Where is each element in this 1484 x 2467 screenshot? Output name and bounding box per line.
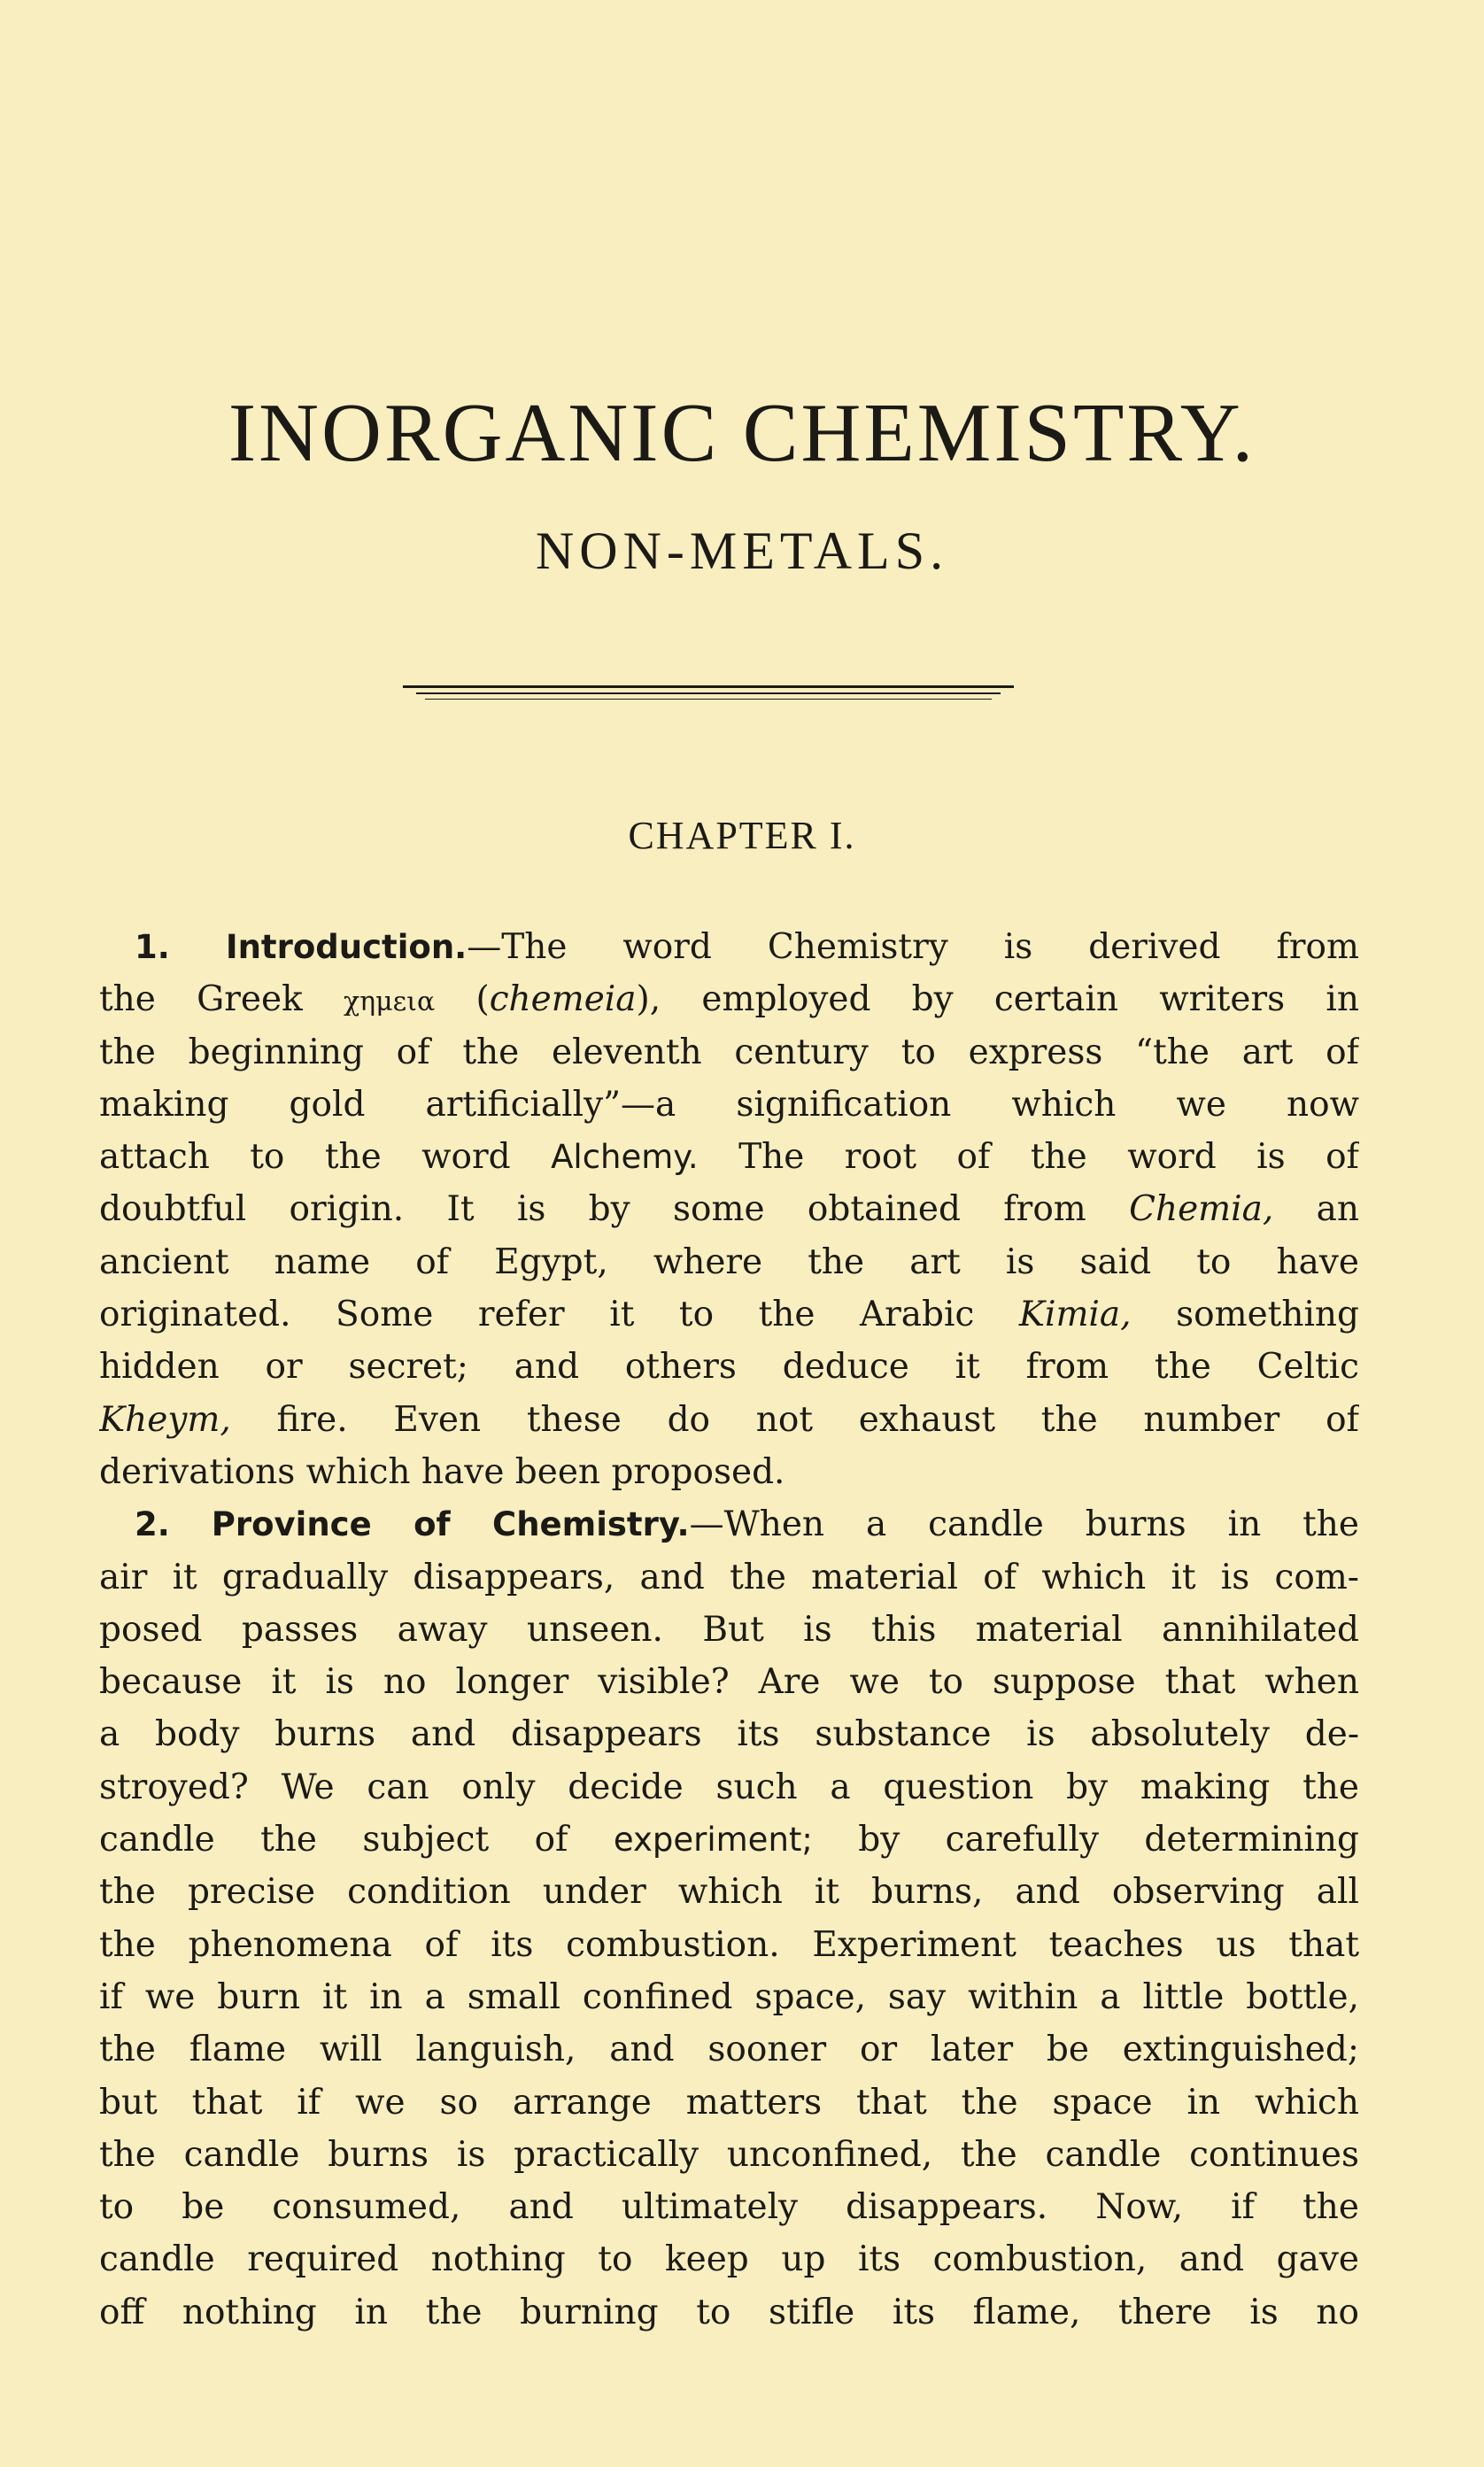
text-line: ancient name of Egypt, where the art is said to have (99, 1241, 1359, 1282)
text-line: the phenomena of its combustion. Experiment teaches us that (99, 1924, 1359, 1965)
key-term: experiment; (613, 1821, 813, 1860)
text-line: making gold artificially”—a signification which we now (99, 1084, 1359, 1125)
text-line: off nothing in the burning to stifle its flame, there is no (99, 2292, 1359, 2332)
text-line: the Greek χημεια (chemeia), employed by certain writers in (99, 979, 1359, 1020)
chapter-heading: CHAPTER I. (628, 814, 856, 857)
body-text (99, 921, 1359, 2339)
text-line: to be consumed, and ultimately disappears. Now, if the (99, 2187, 1359, 2228)
section-heading: Province of Chemistry. (211, 1505, 690, 1544)
text-line: candle required nothing to keep up its combustion, and gave (99, 2239, 1359, 2280)
text-line: because it is no longer visible? Are we to suppose that when (99, 1662, 1359, 1703)
text-line: air it gradually disappears, and the material of which it is com- (99, 1557, 1359, 1597)
decorative-rule (425, 699, 992, 700)
decorative-rule (416, 692, 1001, 694)
text-line: 2. Province of Chemistry.—When a candle burns in the (135, 1504, 1359, 1545)
text-line: the candle burns is practically unconfined, the candle continues (99, 2134, 1359, 2175)
book-subtitle: NON-METALS. (535, 522, 949, 580)
text-line: posed passes away unseen. But is this material annihilated (99, 1609, 1359, 1650)
decorative-rule (403, 685, 1014, 688)
section-number: 1. (135, 928, 170, 966)
text-line: hidden or secret; and others deduce it from the Celtic (99, 1347, 1359, 1388)
key-term: Alchemy. (551, 1138, 699, 1177)
text-line: stroyed? We can only decide such a question by making the (99, 1767, 1359, 1807)
text-line: attach to the word Alchemy. The root of the word is of (99, 1137, 1359, 1178)
text-line: if we burn it in a small confined space, say within a little bottle, (99, 1976, 1359, 2017)
text-line: doubtful origin. It is by some obtained from Chemia, an (99, 1189, 1359, 1230)
book-title: INORGANIC CHEMISTRY. (228, 387, 1256, 479)
text-line: a body burns and disappears its substance is absolutely de- (99, 1714, 1359, 1755)
text-line: but that if we so arrange matters that the space in which (99, 2082, 1359, 2123)
greek-word: χημεια (343, 986, 436, 1018)
text-line: the precise condition under which it burns, and observing all (99, 1872, 1359, 1913)
section-number: 2. (135, 1505, 170, 1544)
text-line: candle the subject of experiment; by carefully determining (99, 1820, 1359, 1860)
text-line: derivations which have been proposed. (99, 1451, 785, 1492)
text-line: the beginning of the eleventh century to express “the art of (99, 1032, 1359, 1072)
text-line: Kheym, fire. Even these do not exhaust the number of (99, 1399, 1359, 1440)
text-line: the flame will languish, and sooner or later be extinguished; (99, 2030, 1359, 2070)
text-line: originated. Some refer it to the Arabic Kimia, something (99, 1295, 1359, 1335)
text-line: 1. Introduction.—The word Chemistry is derived from (135, 927, 1359, 967)
section-heading: Introduction. (225, 928, 468, 966)
